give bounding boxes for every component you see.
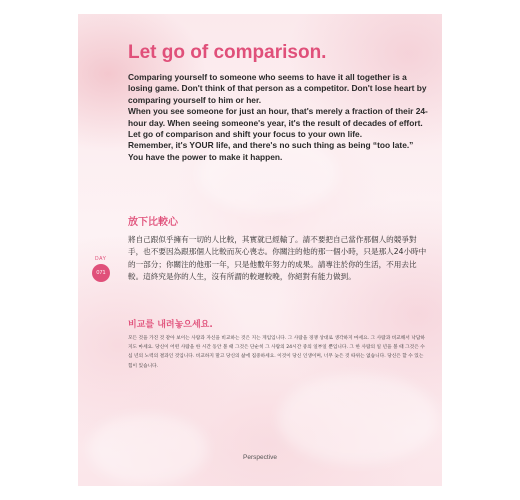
korean-heading: 비교를 내려놓으세요. — [128, 320, 213, 330]
page-title: Let go of comparison. — [128, 42, 327, 63]
english-paragraph: When you see someone for just an hour, that's merely a fraction of their 24-hour day. When seeing someone's year, it's the result of decades of effort. — [128, 106, 428, 128]
english-text — [128, 72, 428, 163]
petal-highlight — [278, 374, 438, 464]
english-paragraph: Remember, it's YOUR life, and there's no such thing as being “too late.” You have the power to make it happen. — [128, 140, 414, 162]
english-paragraph: Comparing yourself to someone who seems to have it all together is a losing game. Don't think of that person as a competitor. Don't lose heart by comparing yourself to him or her. — [128, 72, 427, 105]
chinese-heading: 放下比較心 — [128, 217, 178, 228]
day-number-badge: 071 — [92, 264, 110, 282]
chinese-body: 將自己跟似乎擁有一切的人比較，其實就已經輸了。請不要把自己當作那個人的競爭對手，也不要因為跟那個人比較而灰心喪志。你關注的他的那一個小時，只是那人24小時中的一部分；你關注的他那一年，只是他數年努力的成果。請專注於你的生活，不用去比較。這終究是你的人生，沒有所謂的較遲較晚，你絕對有能力做到。 — [128, 235, 427, 282]
footer-section-name: Perspective — [243, 454, 277, 461]
day-label: DAY — [95, 256, 107, 262]
petal-highlight — [88, 414, 208, 484]
page — [78, 14, 442, 486]
korean-body: 모든 것을 가진 것 같아 보이는 사람과 자신을 비교하는 것은 지는 게임입니다. 그 사람을 경쟁 상대로 생각하지 마세요. 그 사람과 비교해서 낙담하지도 마세요. 당신이 어떤 사람을 한 시간 동안 볼 때 그것은 단순히 그 사람의 24시간 중의 일부일 뿐입니다. 그 한 사람의 일 년을 볼 때 그것은 수십 년의 노력의 결과인 것입니다. 비교하지 말고 당신의 삶에 집중하세요. 이것이 당신 인생이며, 너무 늦은 것 따위는 없습니다. 당신은 할 수 있는 힘이 있습니다. — [128, 336, 425, 369]
english-paragraph: Let go of comparison and shift your focus to your own life. — [128, 129, 363, 140]
